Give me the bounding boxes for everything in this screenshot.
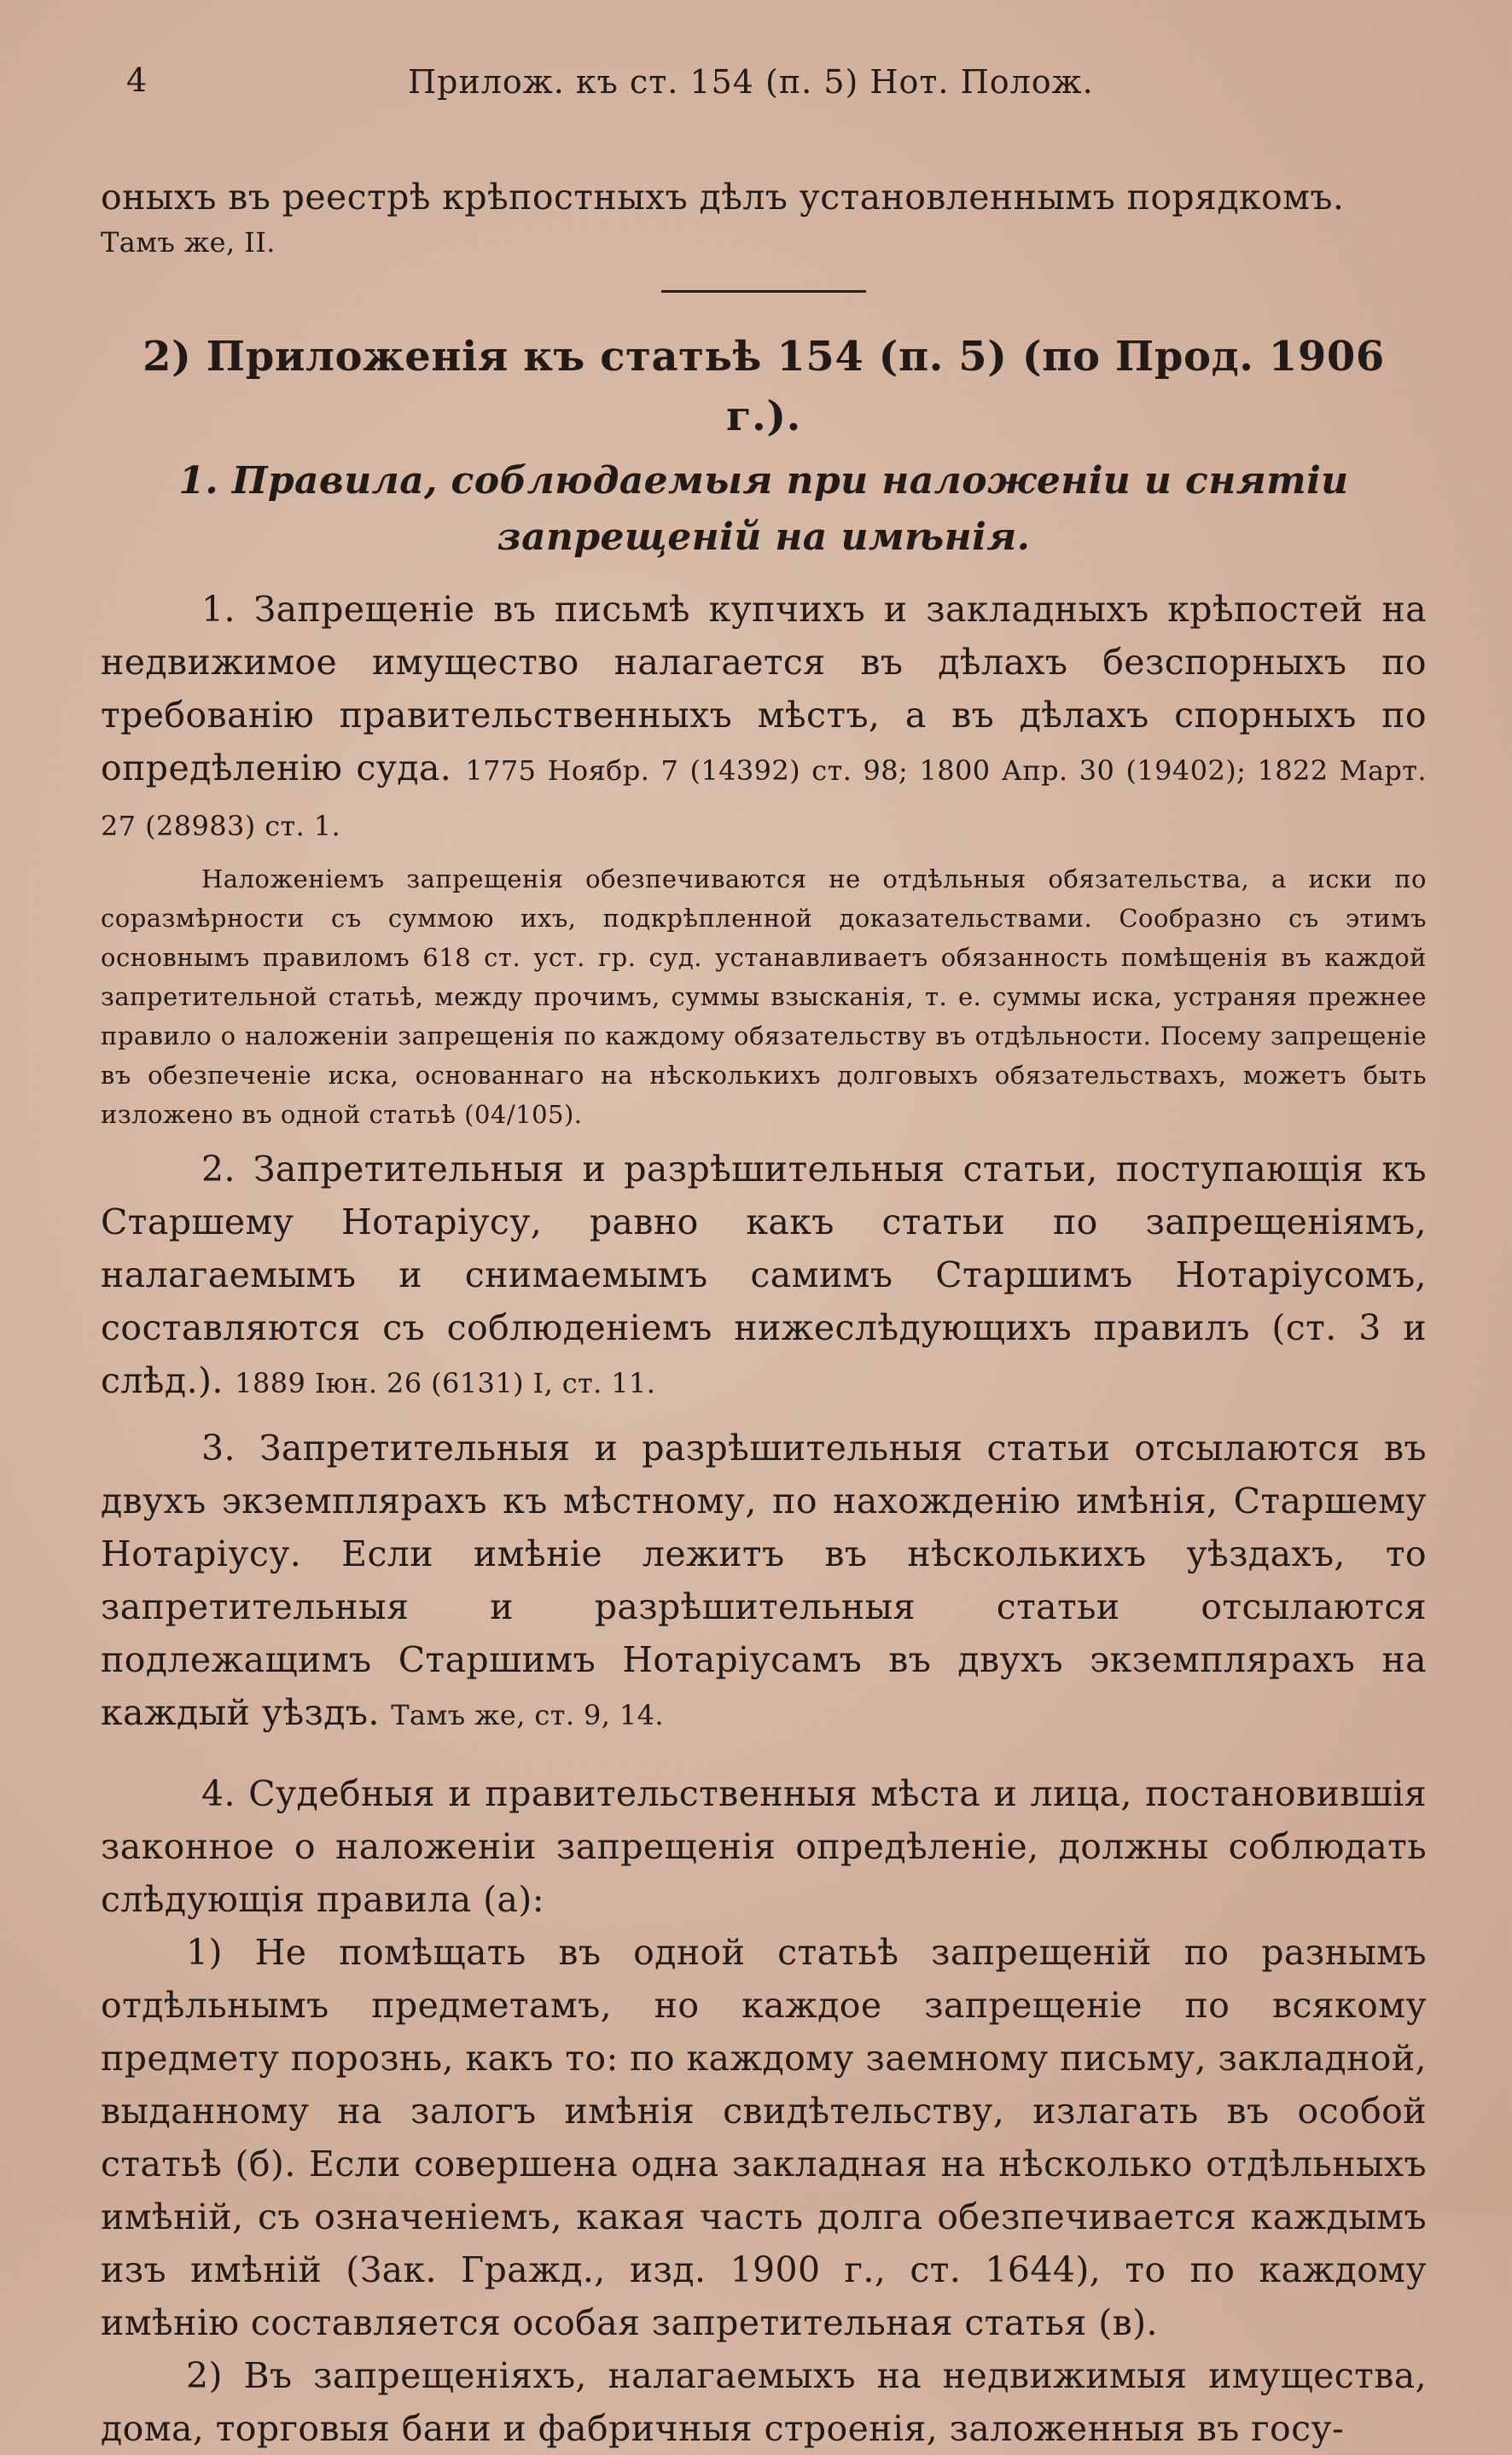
continuation-text: оныхъ въ реестрѣ крѣпостныхъ дѣлъ установленнымъ порядкомъ. [101,177,1345,218]
paragraph-2 [101,1143,1427,1410]
paragraph-3 [101,1422,1427,1742]
paragraph-2-text: 2. Запретительныя и разрѣшительныя статьи, поступающія къ Старшему Нотаріусу, равно какъ статьи по запрещеніямъ, налагаемымъ и снимаемымъ самимъ Старшимъ Нотаріусомъ, составляются съ соблюденіемъ нижеслѣдующихъ правилъ (ст. 3 и слѣд.). [101,1149,1427,1401]
continuation-ref: Тамъ же, II. [101,226,276,259]
section-title: 2) Приложенія къ статьѣ 154 (п. 5) (по Прод. 1906 г.). [142,333,1385,440]
paragraph-3-ref: Тамъ же, ст. 9, 14. [391,1699,664,1731]
paragraph-1 [101,583,1427,852]
subparagraph-2: 2) Въ запрещеніяхъ, налагаемыхъ на недвижимыя имущества, дома, торговыя бани и фабричныя строенія, заложенныя въ госу- [101,2355,1427,2449]
subparagraph-1: 1) Не помѣщать въ одной статьѣ запрещеній по разнымъ отдѣльнымъ предметамъ, но каждое запрещеніе по всякому предмету порознь, какъ то: по каждому заемному письму, закладной, выданному на залогъ имѣнія свидѣтельству, излагать въ особой статьѣ (б). Если совершена одна закладная на нѣсколько отдѣльныхъ имѣній, съ означеніемъ, какая часть долга обезпечивается каждымъ изъ имѣній (Зак. Гражд., изд. 1900 г., ст. 1644), то по каждому имѣнію составляется особая запретительная статья (в). [101,1932,1427,2343]
rules-title: 1. Правила, соблюдаемыя при наложеніи и снятіи запрещеній на имѣнія. [178,459,1349,559]
paragraph-4: 4. Судебныя и правительственныя мѣста и лица, постановившія законное о наложеніи запрещенія опредѣленіе, должны соблюдать слѣдующія правила (а): [101,1773,1427,1920]
continuation-block [101,171,1427,261]
paragraph-1-text: 1. Запрещеніе въ письмѣ купчихъ и закладныхъ крѣпостей на недвижимое имущество налагается въ дѣлахъ безспорныхъ по требованію правительственныхъ мѣстъ, а въ дѣлахъ спорныхъ по опредѣленію суда. [101,589,1427,788]
paragraph-1-note: Наложеніемъ запрещенія обезпечиваются не отдѣльныя обязательства, а иски по соразмѣрности съ суммою ихъ, подкрѣпленной доказательствами. Сообразно съ этимъ основнымъ правиломъ 618 ст. уст. гр. суд. устанавливаетъ обязанность помѣщенія въ каждой запретительной статьѣ, между прочимъ, суммы взысканія, т. е. суммы иска, устраняя прежнее правило о наложеніи запрещенія по каждому обязательству въ отдѣльности. Посему запрещеніе въ обезпеченіе иска, основаннаго на нѣсколькихъ долговыхъ обязательствахъ, можетъ быть изложено въ одной статьѣ (04/105). [101,864,1427,1129]
paragraph-2-ref: 1889 Іюн. 26 (6131) I, ст. 11. [235,1367,656,1399]
paragraph-3-text: 3. Запретительныя и разрѣшительныя статьи отсылаются въ двухъ экземплярахъ къ мѣстному, по нахожденію имѣнія, Старшему Нотаріусу. Если имѣніе лежитъ въ нѣсколькихъ уѣздахъ, то запретительныя и разрѣшительныя статьи отсылаются подлежащимъ Старшимъ Нотаріусамъ въ двухъ экземплярахъ на каждый уѣздъ. [101,1428,1427,1733]
paragraph-1-ref: 1775 Ноябр. 7 (14392) ст. 98; 1800 Апр. 30 (19402); 1822 Март. 27 (28983) ст. 1. [101,754,1427,842]
page-number: 4 [126,61,148,99]
running-head [101,51,1427,111]
running-head-title: Прилож. къ ст. 154 (п. 5) Нот. Полож. [408,63,1094,101]
section-divider [661,290,866,293]
